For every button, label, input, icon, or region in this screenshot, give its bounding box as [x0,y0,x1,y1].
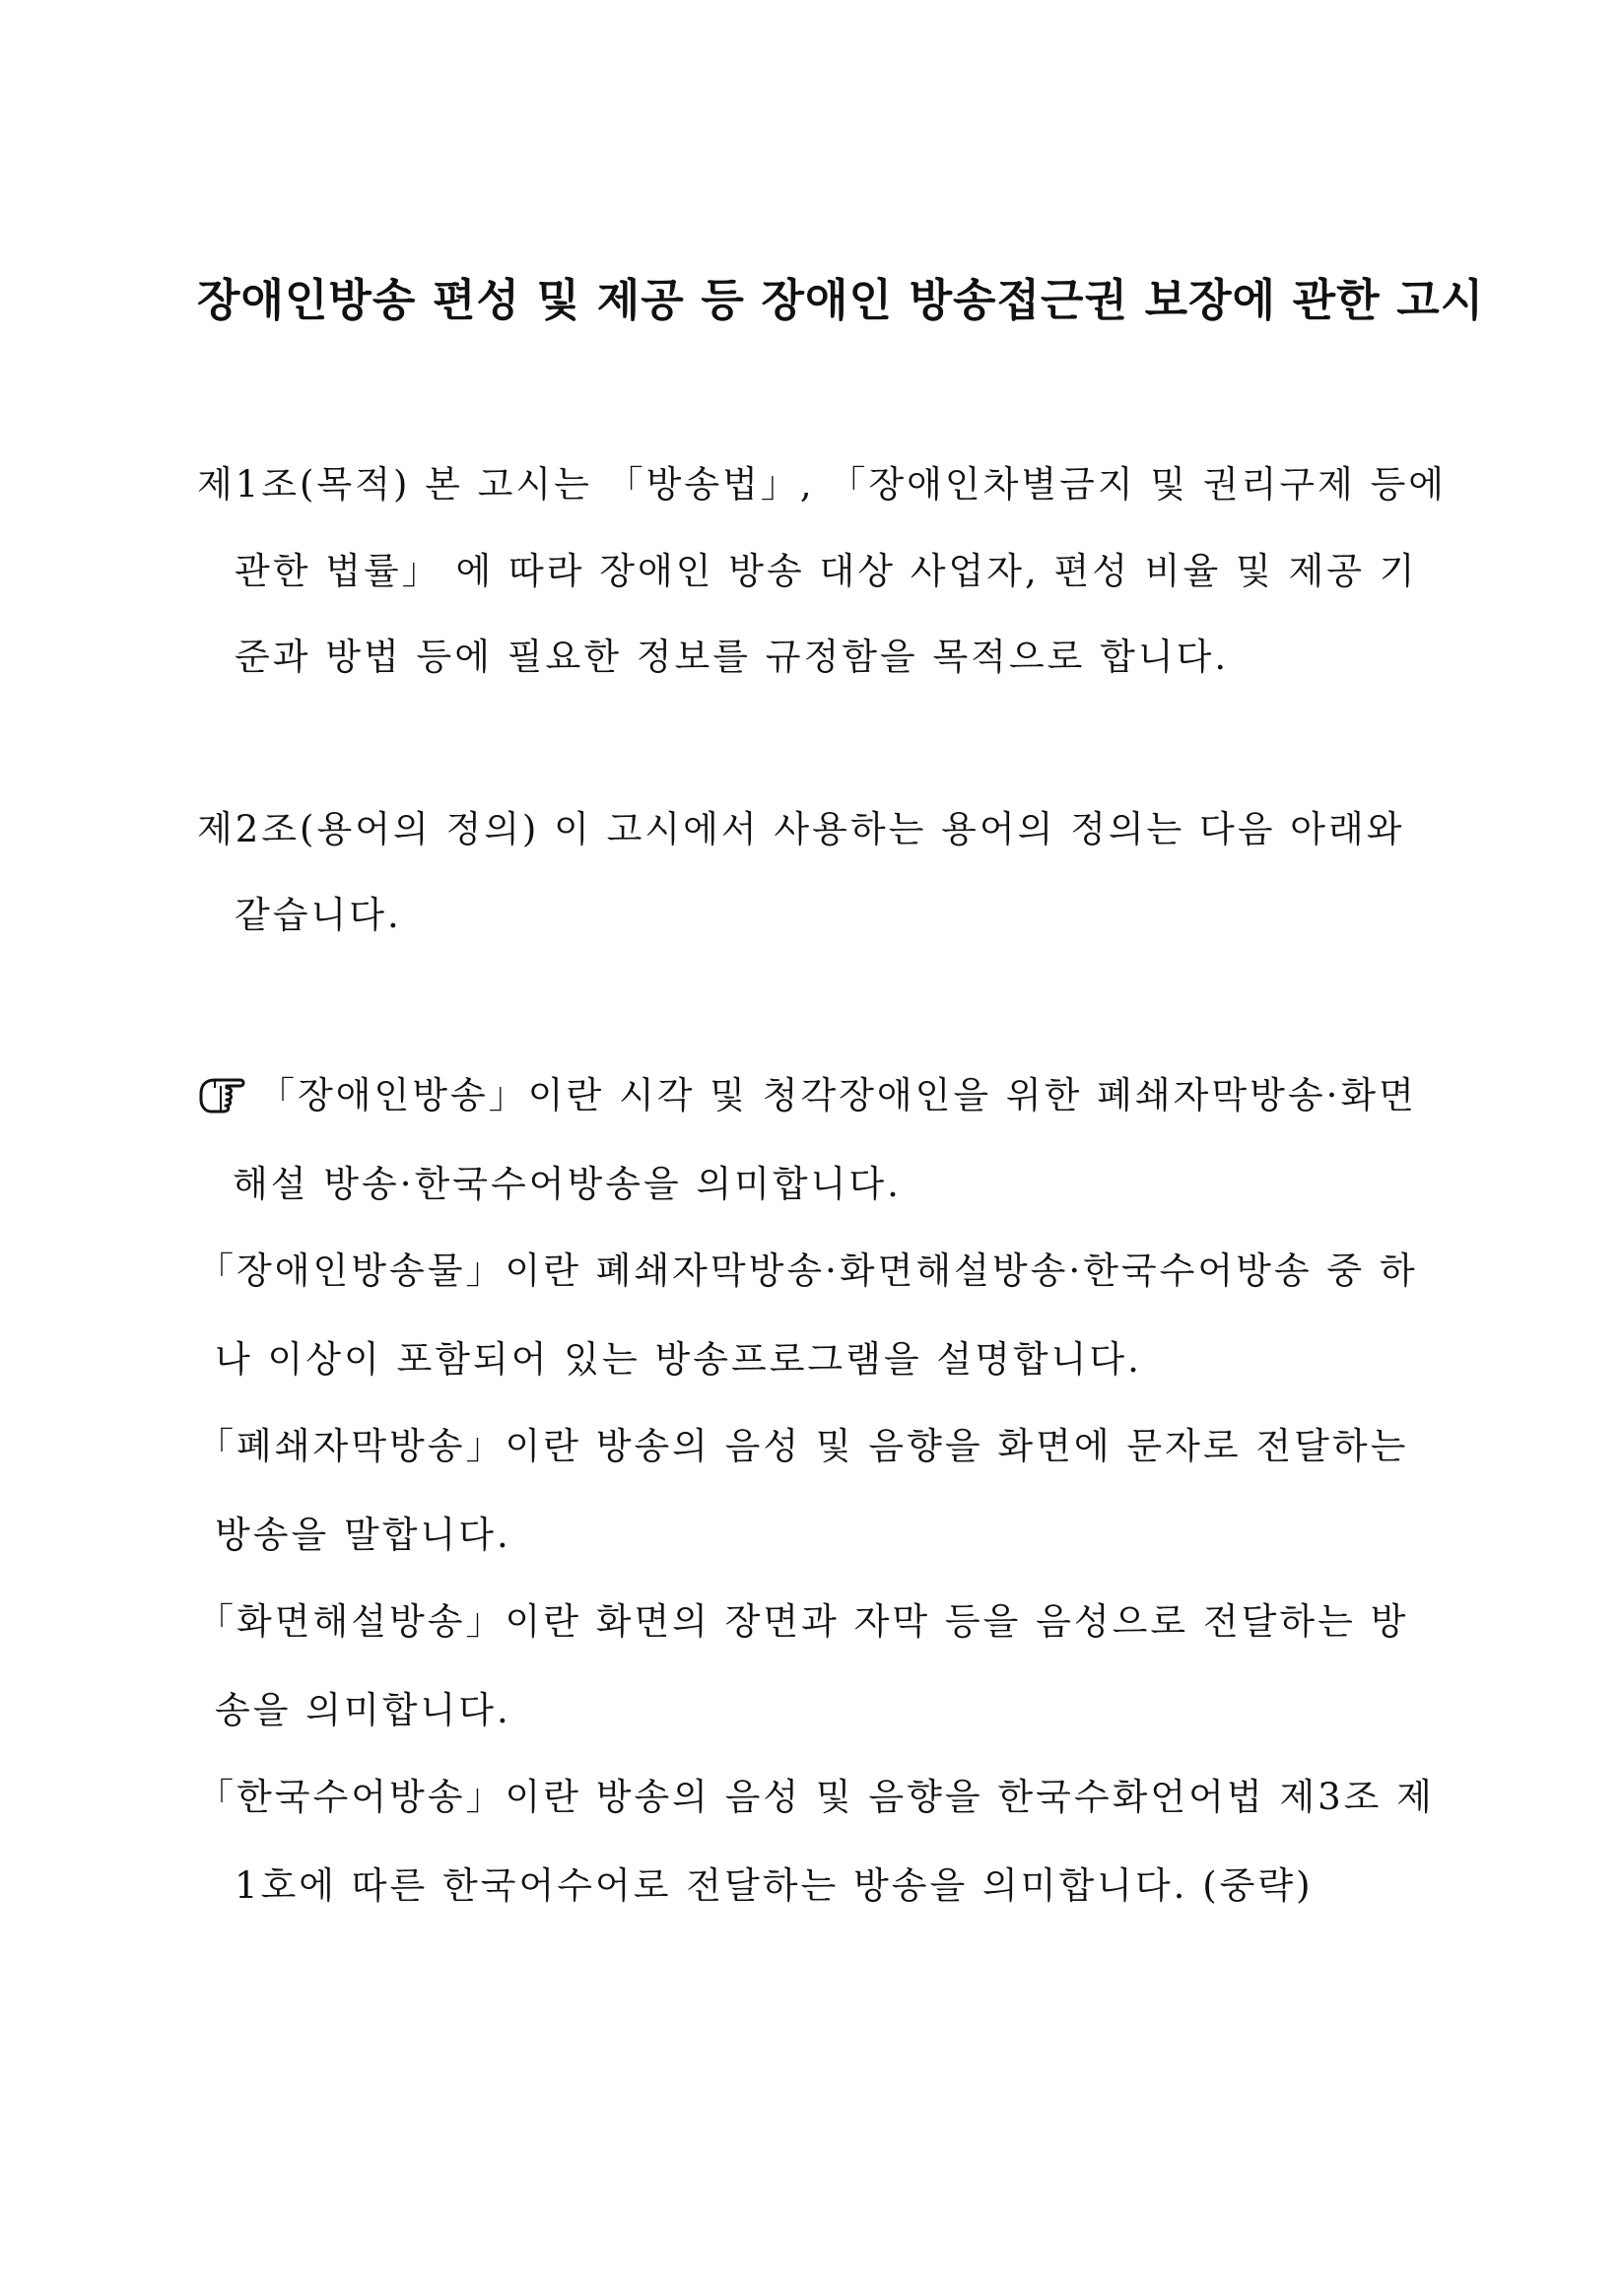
definition-line-8: 송을 의미합니다. [215,1689,511,1731]
definition-line-10: 1호에 따른 한국어수어로 전달하는 방송을 의미합니다. (중략) [235,1864,1314,1907]
definition-line-4: 나 이상이 포함되어 있는 방송프로그램을 설명합니다. [215,1338,1142,1381]
article1-line-3: 준과 방법 등에 필요한 정보를 규정함을 목적으로 합니다. [235,636,1230,678]
article2-line-1: 제2조(용어의 정의) 이 고시에서 사용하는 용어의 정의는 다음 아래와 [197,808,1405,850]
document-title: 장애인방송 편성 및 제공 등 장애인 방송접근권 보장에 관한 고시 [197,274,1485,326]
definition-line-5: 「폐쇄자막방송」이란 방송의 음성 및 음향을 화면에 문자로 전달하는 [197,1425,1409,1467]
pointing-hand-icon [197,1072,248,1117]
definition-line-6: 방송을 말합니다. [215,1514,511,1556]
article1-line-1: 제1조(목적) 본 고시는 「방송법」, 「장애인차별금지 및 권리구제 등에 [197,463,1448,506]
article1-line-2: 관한 법률」 에 따라 장애인 방송 대상 사업자, 편성 비율 및 제공 기 [235,550,1418,592]
article2-line-2: 같습니다. [235,894,402,936]
definition-line-9: 「한국수어방송」이란 방송의 음성 및 음향을 한국수화언어법 제3조 제 [197,1776,1435,1818]
definition-line-2: 해설 방송·한국수어방송을 의미합니다. [233,1163,902,1205]
definition-line-7: 「화면해설방송」이란 화면의 장면과 자막 등을 음성으로 전달하는 방 [197,1600,1409,1643]
definition-line-3: 「장애인방송물」이란 폐쇄자막방송·화면해설방송·한국수어방송 중 하 [197,1249,1418,1292]
definition-line-1: 「장애인방송」이란 시각 및 청각장애인을 위한 폐쇄자막방송·화면 [258,1074,1417,1116]
